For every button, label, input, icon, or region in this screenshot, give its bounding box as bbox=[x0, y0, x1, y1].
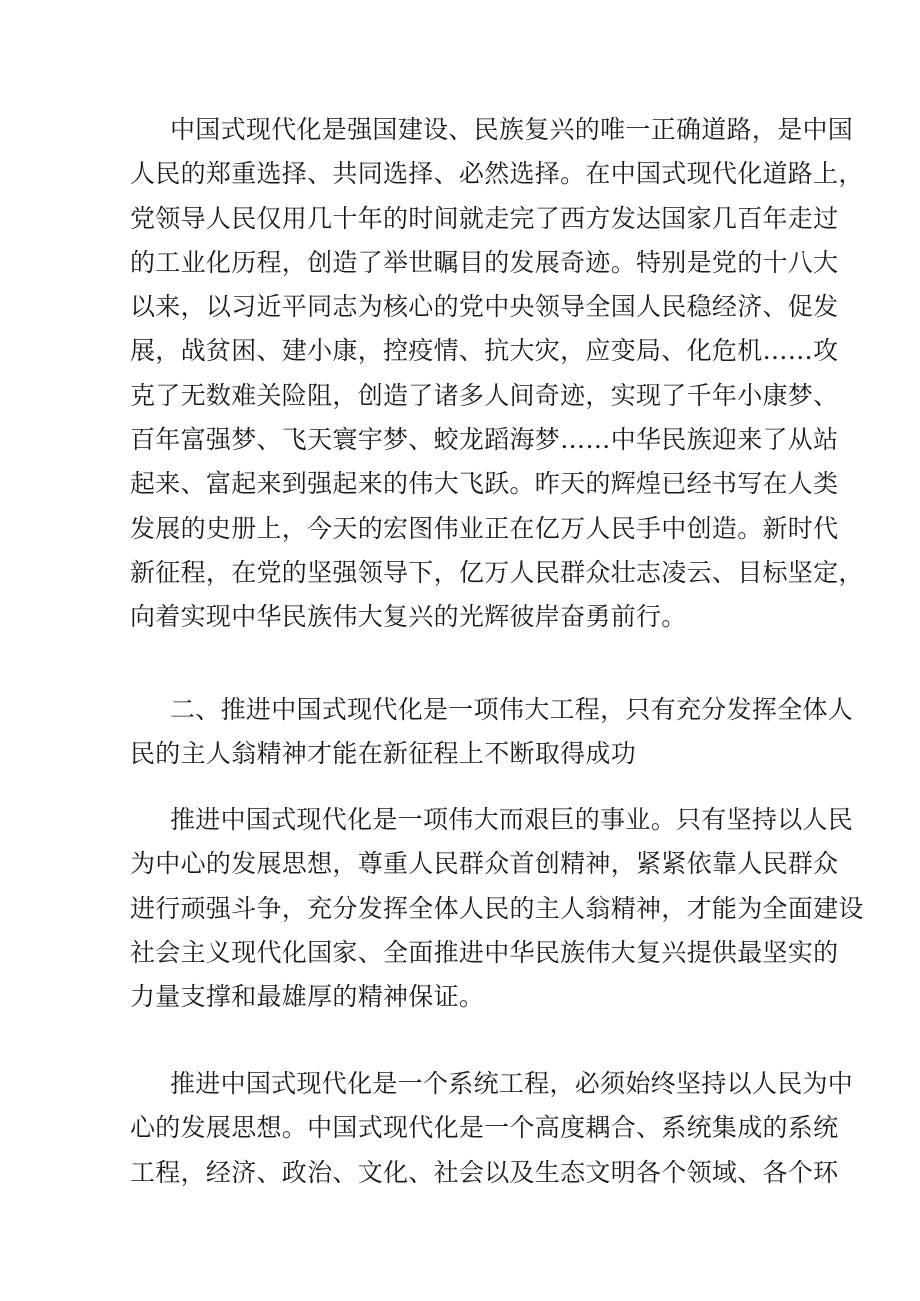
text-line: 人民的郑重选择、共同选择、必然选择。在中国式现代化道路上， bbox=[130, 159, 864, 189]
text-line: 进行顽强斗争，充分发挥全体人民的主人翁精神，才能为全面建设 bbox=[130, 893, 864, 923]
text-line: 推进中国式现代化是一个系统工程，必须始终坚持以人民为中 bbox=[170, 1069, 854, 1098]
text-line: 起来、富起来到强起来的伟大飞跃。昨天的辉煌已经书写在人类 bbox=[130, 469, 839, 499]
text-line: 克了无数难关险阻，创造了诸多人间奇迹，实现了千年小康梦、 bbox=[130, 380, 839, 410]
section-heading bbox=[130, 688, 854, 777]
text-line: 以来，以习近平同志为核心的党中央领导全国人民稳经济、促发 bbox=[130, 292, 839, 322]
text-line: 力量支撑和最雄厚的精神保证。 bbox=[130, 982, 485, 1012]
text-line: 展，战贫困、建小康，控疫情、抗大灾，应变局、化危机……攻 bbox=[130, 336, 839, 366]
text-line: 为中心的发展思想，尊重人民群众首创精神，紧紧依靠人民群众 bbox=[130, 849, 839, 879]
text-line: 新征程，在党的坚强领导下，亿万人民群众壮志凌云、目标坚定， bbox=[130, 557, 864, 587]
text-line: 发展的史册上，今天的宏图伟业正在亿万人民手中创造。新时代 bbox=[130, 513, 839, 543]
text-line: 百年富强梦、飞天寰宇梦、蛟龙蹈海梦……中华民族迎来了从站 bbox=[130, 425, 839, 455]
body-paragraph bbox=[130, 798, 864, 1019]
body-paragraph bbox=[130, 108, 864, 640]
text-line: 向着实现中华民族伟大复兴的光辉彼岸奋勇前行。 bbox=[130, 602, 687, 632]
body-paragraph bbox=[130, 1062, 854, 1195]
text-line: 心的发展思想。中国式现代化是一个高度耦合、系统集成的系统 bbox=[130, 1113, 839, 1143]
text-line: 二、推进中国式现代化是一项伟大工程，只有充分发挥全体人 bbox=[170, 695, 854, 724]
text-line: 社会主义现代化国家、全面推进中华民族伟大复兴提供最坚实的 bbox=[130, 937, 839, 967]
text-line: 工程，经济、政治、文化、社会以及生态文明各个领域、各个环 bbox=[130, 1157, 839, 1187]
text-line: 的工业化历程，创造了举世瞩目的发展奇迹。特别是党的十八大 bbox=[130, 247, 839, 277]
text-line: 民的主人翁精神才能在新征程上不断取得成功 bbox=[130, 739, 637, 769]
text-line: 党领导人民仅用几十年的时间就走完了西方发达国家几百年走过 bbox=[130, 203, 839, 233]
text-line: 推进中国式现代化是一项伟大而艰巨的事业。只有坚持以人民 bbox=[170, 805, 854, 834]
text-line: 中国式现代化是强国建设、民族复兴的唯一正确道路，是中国 bbox=[170, 115, 854, 144]
